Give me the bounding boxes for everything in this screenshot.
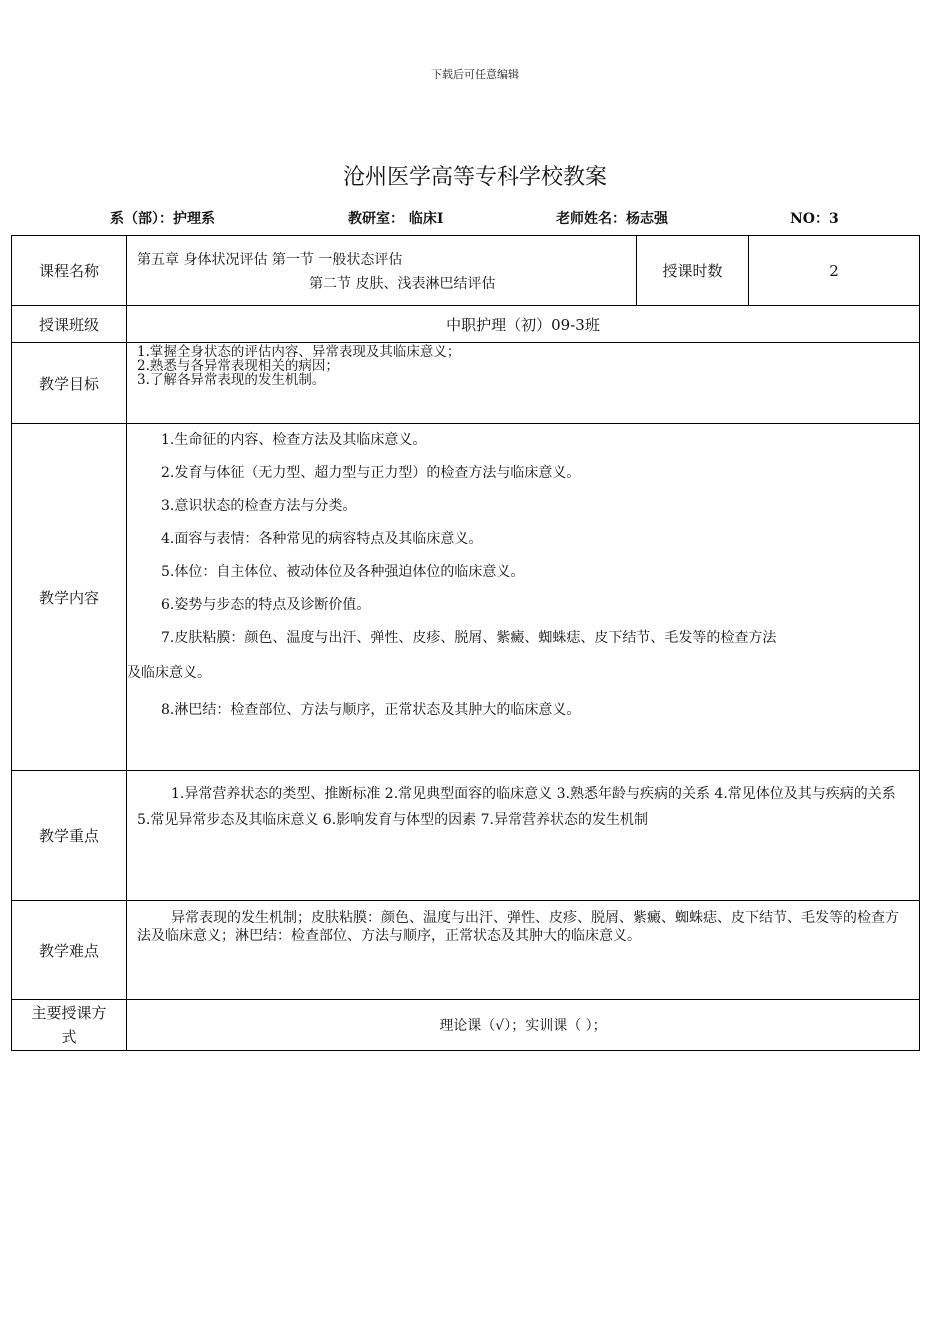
content-item: 5.体位：自主体位、被动体位及各种强迫体位的临床意义。 <box>161 564 525 580</box>
office-label: 教研室： 临床Ⅰ <box>348 211 444 227</box>
content-item: 7.皮肤粘膜：颜色、温度与出汗、弹性、皮疹、脱屑、紫癜、蜘蛛痣、皮下结节、毛发等的检查方法 <box>161 630 777 646</box>
course-line-1: 第五章 身体状况评估 第一节 一般状态评估 <box>137 251 403 268</box>
difficulty-label: 教学难点 <box>12 901 127 1000</box>
key-points-row <box>12 771 920 901</box>
content-item: 1.生命征的内容、检查方法及其临床意义。 <box>161 432 427 448</box>
goal-item: 1.掌握全身状态的评估内容、异常表现及其临床意义； <box>137 344 461 360</box>
goal-item: 3.了解各异常表现的发生机制。 <box>137 372 326 388</box>
teacher-label: 老师姓名：杨志强 <box>556 211 668 227</box>
content-item: 3.意识状态的检查方法与分类。 <box>161 498 357 514</box>
hours-value: 2 <box>749 236 920 306</box>
hours-label: 授课时数 <box>637 236 749 306</box>
content-row <box>12 424 920 771</box>
goals-label: 教学目标 <box>12 343 127 424</box>
content-item: 8.淋巴结：检查部位、方法与顺序，正常状态及其肿大的临床意义。 <box>161 702 581 718</box>
content-item: 2.发育与体征（无力型、超力型与正力型）的检查方法与临床意义。 <box>161 465 581 481</box>
department-label: 系（部）：护理系 <box>110 211 215 227</box>
method-row <box>12 1000 920 1051</box>
content-item: 6.姿势与步态的特点及诊断价值。 <box>161 597 371 613</box>
lesson-plan-table <box>11 235 920 1051</box>
goals-list <box>127 343 920 424</box>
content-item: 4.面容与表情：各种常见的病容特点及其临床意义。 <box>161 531 483 547</box>
key-label: 教学重点 <box>12 771 127 901</box>
content-label: 教学内容 <box>12 424 127 771</box>
key-points-text: 1.异常营养状态的类型、推断标准 2.常见典型面容的临床意义 3.熟悉年龄与疾病的关系 4.常见体位及其与疾病的关系 5.常见异常步态及其临床意义 6.影响发育与体型的因素 7.异常营养状态的发生机制 <box>127 771 920 901</box>
content-list <box>127 424 920 771</box>
goals-row <box>12 343 920 424</box>
class-value: 中职护理（初）09-3班 <box>127 306 920 343</box>
method-text: 理论课（√）；实训课（ ）； <box>127 1000 920 1051</box>
document-header <box>110 208 840 228</box>
class-label: 授课班级 <box>12 306 127 343</box>
course-row <box>12 236 920 306</box>
class-row <box>12 306 920 343</box>
course-value <box>127 236 637 306</box>
difficulty-text: 异常表现的发生机制；皮肤粘膜：颜色、温度与出汗、弹性、皮疹、脱屑、紫癜、蜘蛛痣、皮下结节、毛发等的检查方法及临床意义；淋巴结：检查部位、方法与顺序，正常状态及其肿大的临床意义。 <box>127 901 920 1000</box>
course-line-2: 第二节 皮肤、浅表淋巴结评估 <box>309 275 496 292</box>
goal-item: 2.熟悉与各异常表现相关的病因； <box>137 358 339 374</box>
content-item-continued: 及临床意义。 <box>127 665 211 681</box>
method-label: 主要授课方式 <box>12 1000 127 1051</box>
watermark-text: 下载后可任意编辑 <box>431 68 519 81</box>
course-label: 课程名称 <box>12 236 127 306</box>
page-title: 沧州医学高等专科学校教案 <box>342 165 607 190</box>
difficulty-row <box>12 901 920 1000</box>
number-label: NO：3 <box>790 211 839 227</box>
